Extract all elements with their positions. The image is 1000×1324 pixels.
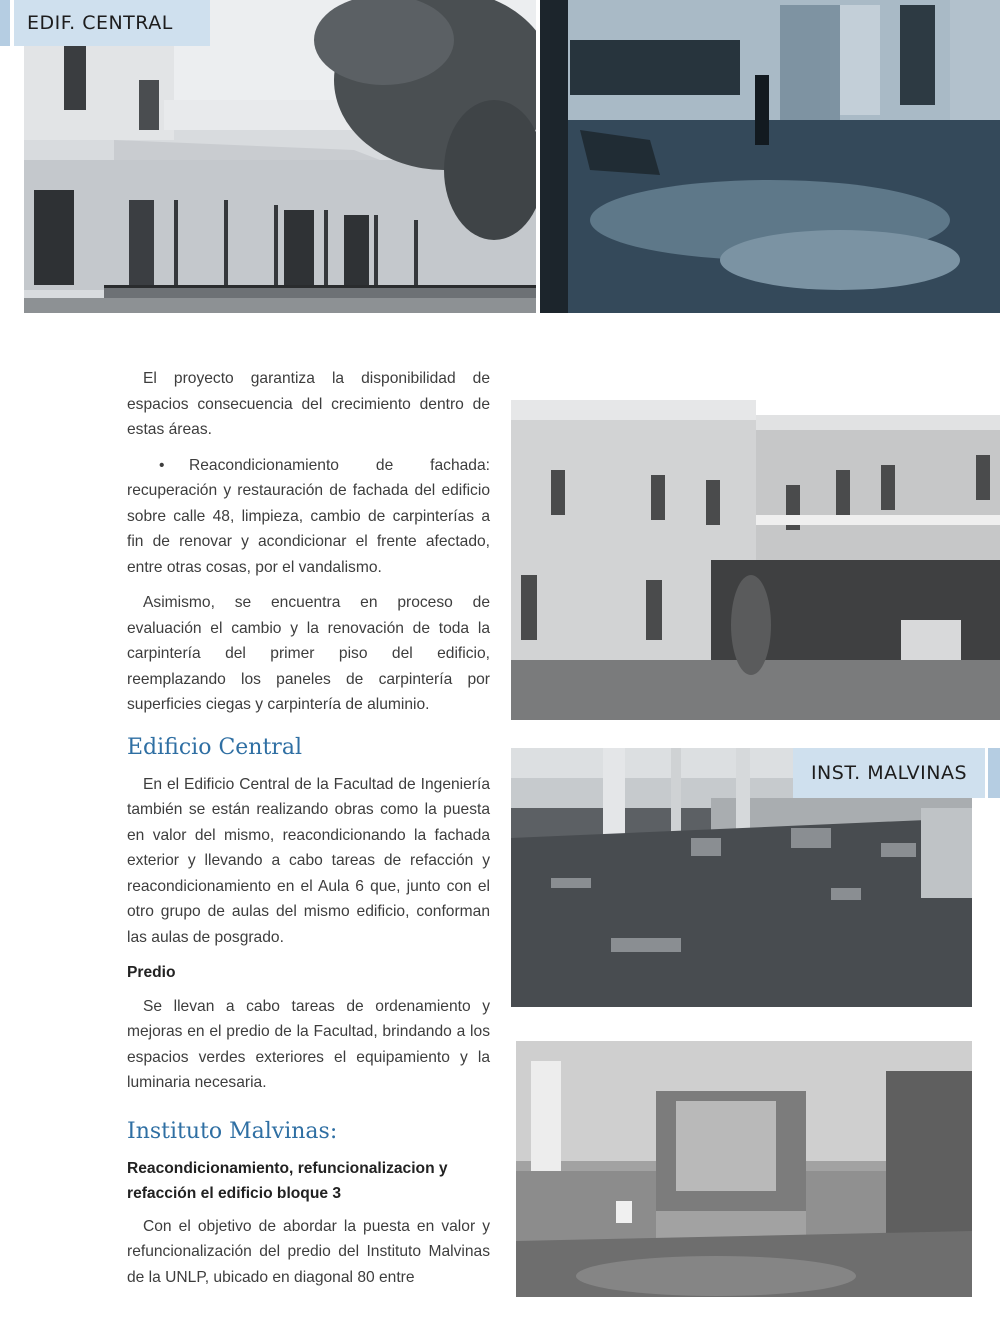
section-title-edificio-central: Edificio Central bbox=[127, 734, 302, 760]
paragraph-6: Con el objetivo de abordar la puesta en valor y refuncionalización del predio del Instituto Malvinas de la UNLP, ubicado en diagonal 80 entre bbox=[127, 1217, 490, 1286]
bullet-symbol: • bbox=[159, 456, 165, 474]
paragraph-3: Asimismo, se encuentra en proceso de evaluación el cambio y la renovación de toda la carpintería del primer piso del edificio, reemplazando los paneles de carpintería por superficies ciegas y carpintería de aluminio. bbox=[127, 594, 490, 713]
photo-building-facade bbox=[24, 0, 536, 313]
subtitle-bloque-3: Reacondicionamiento, refuncionalizacion y refacción el edificio bloque 3 bbox=[127, 1159, 448, 1202]
tag-accent-left bbox=[0, 0, 10, 46]
paragraph-2: Reacondicionamiento de fachada: recuperación y restauración de fachada del edificio sobre calle 48, limpieza, cambio de carpinterías a fin de renovar y acondicionar el frente afectado, entre otras cosas, por el vandalismo. bbox=[127, 456, 490, 576]
subtitle-predio: Predio bbox=[127, 964, 176, 981]
section-title-instituto-malvinas: Instituto Malvinas: bbox=[127, 1118, 338, 1144]
photo-interior-hall bbox=[540, 0, 1000, 313]
paragraph-bullet bbox=[127, 453, 490, 581]
photo-courtyard bbox=[511, 375, 1000, 720]
label-inst-malvinas-text: INST. MALVINAS bbox=[810, 762, 968, 784]
paragraph-1: El proyecto garantiza la disponibilidad de espacios consecuencia del crecimiento dentro de estas áreas. bbox=[127, 370, 490, 438]
article-text bbox=[127, 366, 490, 1300]
label-edif-central-text: EDIF. CENTRAL bbox=[27, 12, 173, 34]
label-edif-central bbox=[14, 0, 210, 46]
paragraph-5: Se llevan a cabo tareas de ordenamiento y mejoras en el predio de la Facultad, brindando a los espacios verdes exteriores el equipamiento y la luminaria necesaria. bbox=[127, 997, 490, 1091]
photo-renovation-room bbox=[516, 1041, 972, 1297]
label-inst-malvinas bbox=[793, 748, 985, 798]
tag-accent-right bbox=[988, 748, 1000, 798]
paragraph-4: En el Edificio Central de la Facultad de Ingeniería también se están realizando obras como la puesta en valor del mismo, reacondicionando la fachada exterior y llevando a cabo tareas de refacción y reacondicionamiento en el Aula 6 que, junto con el otro grupo de aulas del mismo edificio, conforman las aulas de posgrado. bbox=[127, 775, 490, 946]
